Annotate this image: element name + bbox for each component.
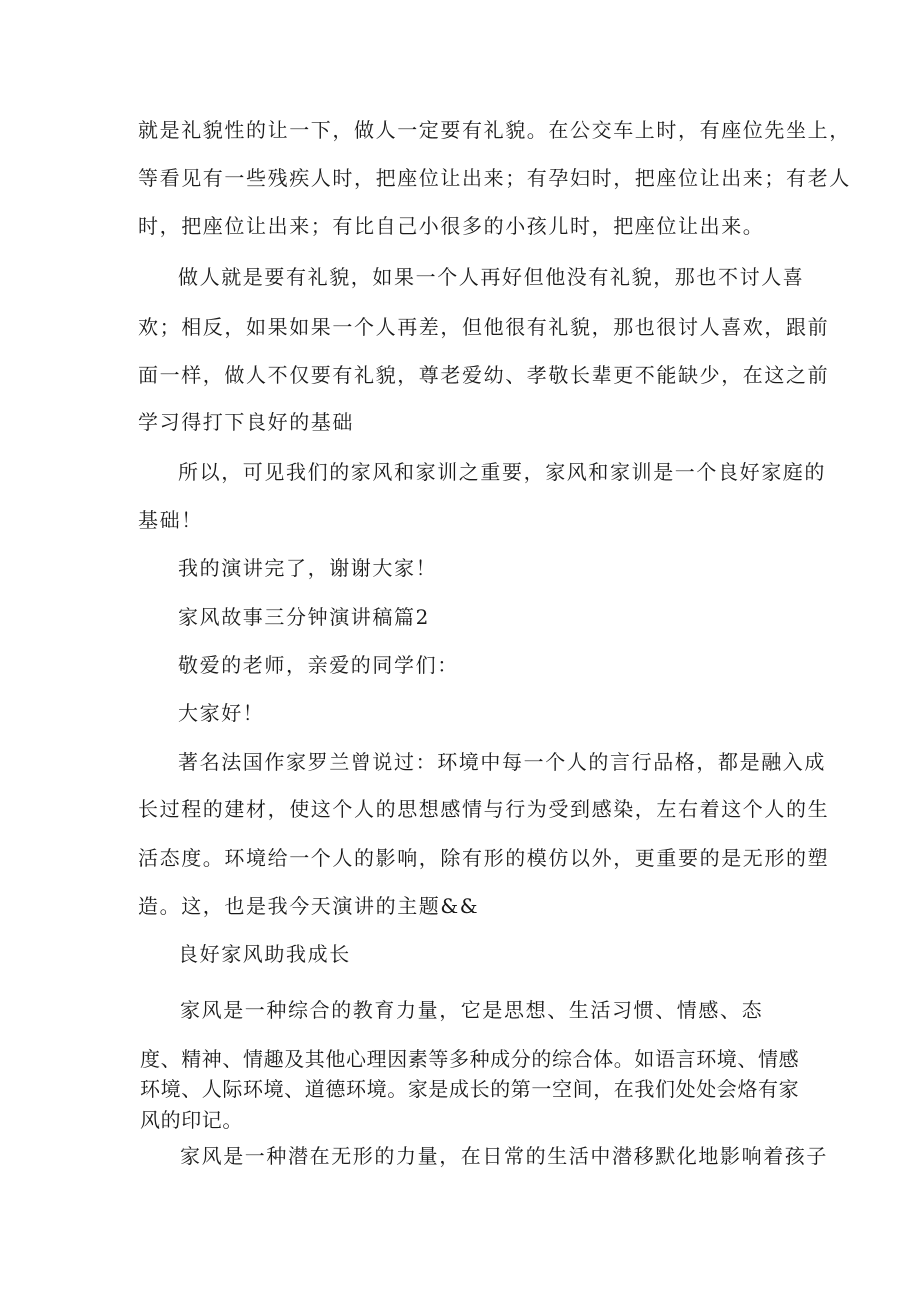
text-line-22: 风的印记。	[140, 1108, 243, 1132]
text-line-13: 大家好！	[178, 701, 265, 725]
text-line-7: 学习得打下良好的基础	[138, 410, 354, 434]
section-heading: 家风故事三分钟演讲稿篇2	[178, 605, 430, 629]
text-line-20: 度、精神、情趣及其他心理因素等多种成分的综合体。如语言环境、情感	[140, 1047, 800, 1071]
text-line-23: 家风是一种潜在无形的力量，在日常的生活中潜移默化地影响着孩子	[180, 1144, 828, 1168]
text-line-3: 时，把座位让出来；有比自己小很多的小孩儿时，把座位让出来。	[138, 214, 765, 238]
text-line-19: 家风是一种综合的教育力量，它是思想、生活习惯、情感、态	[180, 998, 764, 1022]
subtitle-line: 良好家风助我成长	[178, 942, 351, 966]
text-line-17: 造。这，也是我今天演讲的主题&&	[138, 894, 480, 918]
text-line-4: 做人就是要有礼貌，如果一个人再好但他没有礼貌，那也不讨人喜	[178, 265, 805, 289]
text-line-12: 敬爱的老师，亲爱的同学们：	[178, 653, 459, 677]
text-line-10: 我的演讲完了，谢谢大家！	[178, 556, 438, 580]
text-line-1: 就是礼貌性的让一下，做人一定要有礼貌。在公交车上时，有座位先坐上，	[138, 118, 851, 142]
text-line-6: 面一样，做人不仅要有礼貌，尊老爱幼、孝敬长辈更不能缺少，在这之前	[138, 363, 830, 387]
text-line-16: 活态度。环境给一个人的影响，除有形的模仿以外，更重要的是无形的塑	[138, 846, 830, 870]
text-line-14: 著名法国作家罗兰曾说过：环境中每一个人的言行品格，都是融入成	[178, 750, 826, 774]
text-line-2: 等看见有一些残疾人时，把座位让出来；有孕妇时，把座位让出来；有老人	[138, 166, 851, 190]
text-line-9: 基础！	[138, 508, 203, 532]
text-line-15: 长过程的建材，使这个人的思想感情与行为受到感染，左右着这个人的生	[138, 797, 830, 821]
text-line-5: 欢；相反，如果如果一个人再差，但他很有礼貌，那也很讨人喜欢，跟前	[138, 315, 830, 339]
text-line-21: 环境、人际环境、道德环境。家是成长的第一空间，在我们处处会烙有家	[140, 1077, 800, 1101]
text-line-8: 所以，可见我们的家风和家训之重要，家风和家训是一个良好家庭的	[178, 460, 826, 484]
